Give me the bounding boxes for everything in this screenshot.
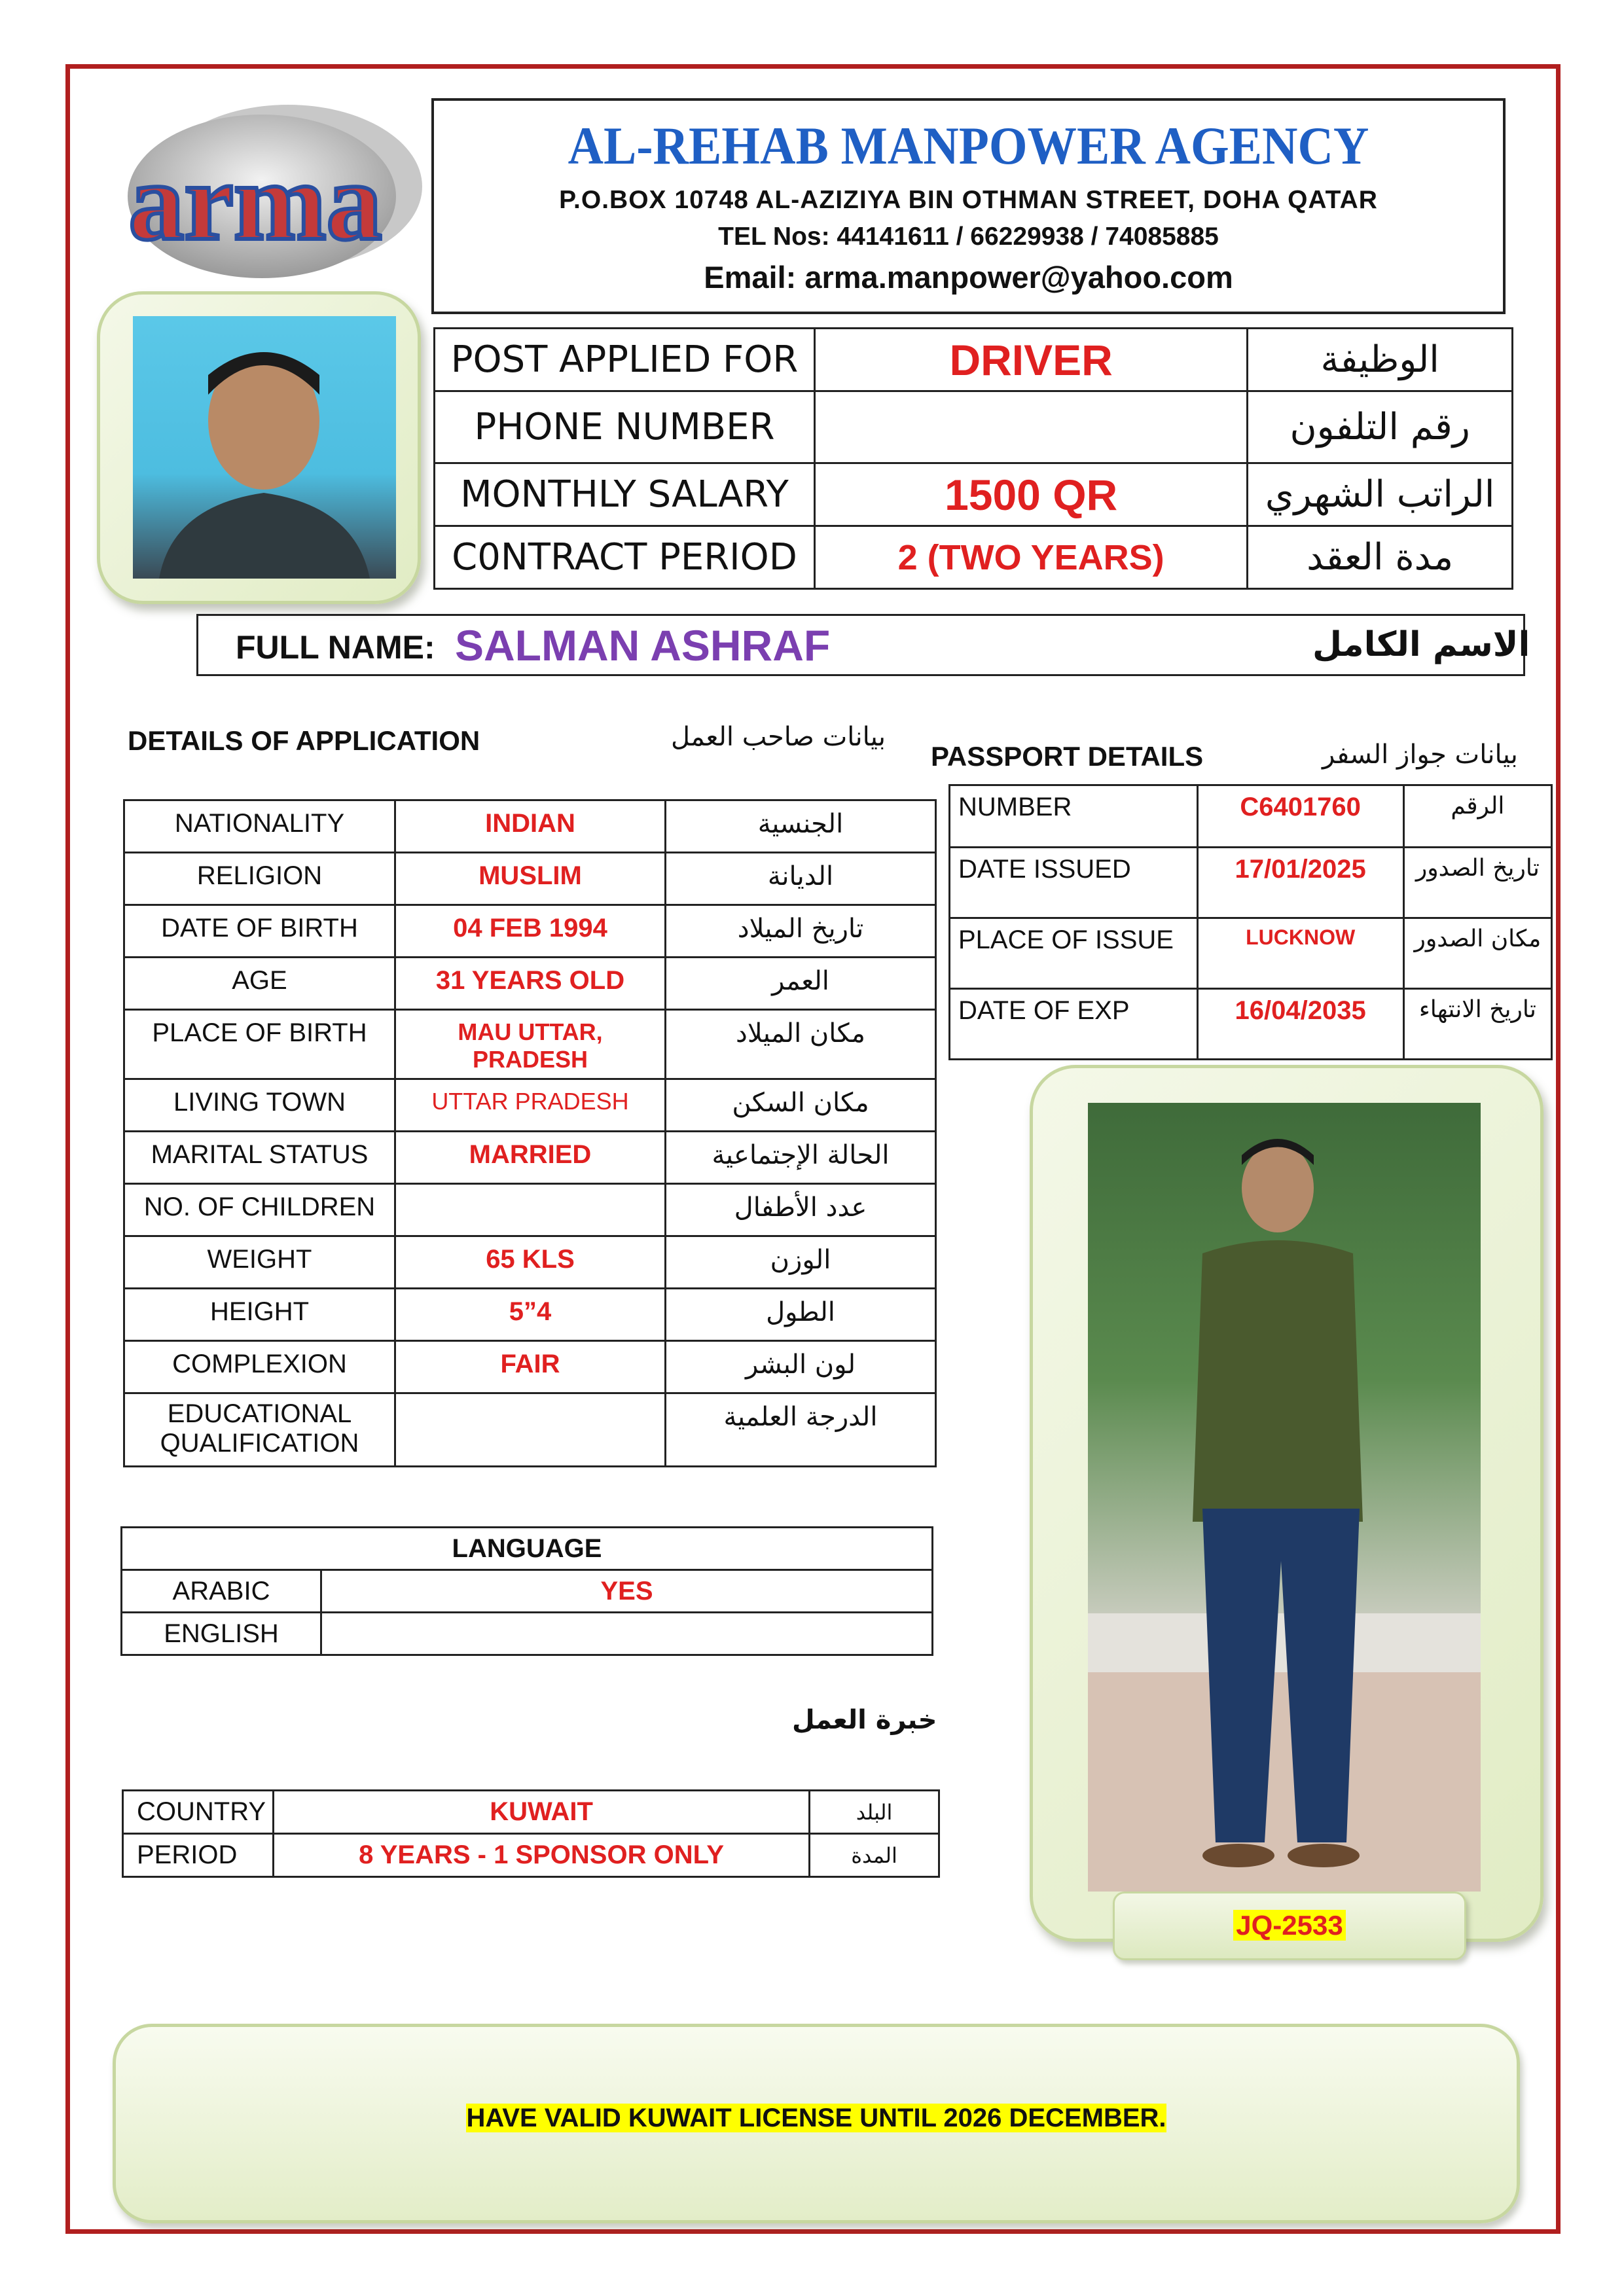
marital-value: MARRIED [395,1132,666,1184]
pob-label-ar: مكان الميلاد [666,1010,936,1079]
table-row [124,1341,936,1393]
place-of-issue-label-ar: مكان الصدور [1403,918,1551,989]
period-label-ar: المدة [810,1834,939,1877]
education-label-ar: الدرجة العلمية [666,1393,936,1467]
table-row [124,1132,936,1184]
table-row [950,918,1552,989]
portrait-photo [133,316,396,579]
complexion-label: COMPLEXION [124,1341,395,1393]
complexion-value: FAIR [395,1341,666,1393]
dob-label: DATE OF BIRTH [124,905,395,958]
post-value: DRIVER [815,329,1248,391]
agency-address: P.O.BOX 10748 AL-AZIZIYA BIN OTHMAN STREET, DOHA QATAR [559,186,1378,214]
date-issued-label-ar: تاريخ الصدور [1403,848,1551,918]
table-row [124,905,936,958]
application-table [123,799,937,1467]
table-row [122,1570,933,1613]
logo-text: arma [128,140,382,263]
table-row [123,1791,939,1834]
children-value [395,1184,666,1236]
nationality-label-ar: الجنسية [666,800,936,853]
country-value: KUWAIT [273,1791,809,1834]
agency-email: Email: arma.manpower@yahoo.com [704,260,1233,295]
weight-value: 65 KLS [395,1236,666,1289]
table-row [950,989,1552,1060]
table-row [124,1010,936,1079]
passport-number-label: NUMBER [950,785,1198,848]
passport-number-value: C6401760 [1197,785,1403,848]
post-label-ar: الوظيفة [1248,329,1513,391]
table-row [435,463,1513,526]
experience-table [122,1789,940,1878]
pob-label: PLACE OF BIRTH [124,1010,395,1079]
religion-label-ar: الديانة [666,853,936,905]
country-label-ar: البلد [810,1791,939,1834]
phone-label-ar: رقم التلفون [1248,391,1513,463]
table-row [124,1393,936,1467]
place-of-issue-label: PLACE OF ISSUE [950,918,1198,989]
table-row [950,785,1552,848]
nationality-value: INDIAN [395,800,666,853]
table-row [124,1079,936,1132]
salary-label: MONTHLY SALARY [435,463,815,526]
phone-value [815,391,1248,463]
application-title: DETAILS OF APPLICATION [128,725,480,756]
agency-phone: TEL Nos: 44141611 / 66229938 / 74085885 [718,223,1219,251]
table-row [124,1289,936,1341]
date-of-exp-value: 16/04/2035 [1197,989,1403,1060]
height-label: HEIGHT [124,1289,395,1341]
job-table [433,327,1513,590]
language-header: LANGUAGE [122,1528,933,1570]
country-label: COUNTRY [123,1791,274,1834]
education-value [395,1393,666,1467]
phone-label: PHONE NUMBER [435,391,815,463]
full-body-photo [1088,1103,1481,1892]
living-town-value: UTTAR PRADESH [395,1079,666,1132]
age-value: 31 YEARS OLD [395,958,666,1010]
nationality-label: NATIONALITY [124,800,395,853]
date-issued-value: 17/01/2025 [1197,848,1403,918]
arabic-label: ARABIC [122,1570,321,1613]
license-note [113,2104,1520,2133]
table-row [124,800,936,853]
religion-value: MUSLIM [395,853,666,905]
person-icon [133,316,396,579]
salary-value: 1500 QR [815,463,1248,526]
language-table [120,1526,933,1656]
experience-title-ar: خبرة العمل [792,1705,937,1735]
table-row [435,391,1513,463]
table-row [435,526,1513,589]
religion-label: RELIGION [124,853,395,905]
place-of-issue-value: LUCKNOW [1197,918,1403,989]
date-of-exp-label-ar: تاريخ الانتهاء [1403,989,1551,1060]
reference-code-text: JQ-2533 [1233,1910,1345,1941]
passport-title-ar: بيانات جواز السفر [1322,740,1518,770]
full-name-label: FULL NAME: [236,629,435,666]
english-label: ENGLISH [122,1613,321,1655]
children-label-ar: عدد الأطفال [666,1184,936,1236]
marital-label: MARITAL STATUS [124,1132,395,1184]
table-row [124,853,936,905]
weight-label: WEIGHT [124,1236,395,1289]
application-title-ar: بيانات صاحب العمل [671,722,886,752]
reference-code [1113,1910,1466,1941]
period-value: 8 YEARS - 1 SPONSOR ONLY [273,1834,809,1877]
height-label-ar: الطول [666,1289,936,1341]
table-row [950,848,1552,918]
dob-label-ar: تاريخ الميلاد [666,905,936,958]
english-value [321,1613,933,1655]
person-standing-icon [1088,1103,1481,1892]
passport-table [948,784,1553,1060]
agency-name: AL-REHAB MANPOWER AGENCY [568,116,1369,175]
living-town-label: LIVING TOWN [124,1079,395,1132]
weight-label-ar: الوزن [666,1236,936,1289]
period-label: PERIOD [123,1834,274,1877]
education-label: EDUCATIONAL QUALIFICATION [124,1393,395,1467]
arabic-value: YES [321,1570,933,1613]
dob-value: 04 FEB 1994 [395,905,666,958]
salary-label-ar: الراتب الشهري [1248,463,1513,526]
agency-logo [118,98,425,288]
contract-label-ar: مدة العقد [1248,526,1513,589]
license-note-text: HAVE VALID KUWAIT LICENSE UNTIL 2026 DECEMBER. [466,2104,1166,2132]
post-label: POST APPLIED FOR [435,329,815,391]
date-issued-label: DATE ISSUED [950,848,1198,918]
age-label-ar: العمر [666,958,936,1010]
marital-label-ar: الحالة الإجتماعية [666,1132,936,1184]
table-row [124,1236,936,1289]
age-label: AGE [124,958,395,1010]
table-row [122,1528,933,1570]
contract-label: C0NTRACT PERIOD [435,526,815,589]
passport-number-label-ar: الرقم [1403,785,1551,848]
table-row [122,1613,933,1655]
table-row [435,329,1513,391]
date-of-exp-label: DATE OF EXP [950,989,1198,1060]
height-value: 5”4 [395,1289,666,1341]
table-row [123,1834,939,1877]
agency-header [431,98,1506,314]
table-row [124,958,936,1010]
passport-title: PASSPORT DETAILS [931,741,1204,772]
complexion-label-ar: لون البشر [666,1341,936,1393]
living-town-label-ar: مكان السكن [666,1079,936,1132]
children-label: NO. OF CHILDREN [124,1184,395,1236]
contract-value: 2 (TWO YEARS) [815,526,1248,589]
table-row [124,1184,936,1236]
full-name-value: SALMAN ASHRAF [455,621,831,670]
pob-value: MAU UTTAR, PRADESH [395,1010,666,1079]
full-name-label-ar: الاسم الكامل [1312,625,1530,664]
